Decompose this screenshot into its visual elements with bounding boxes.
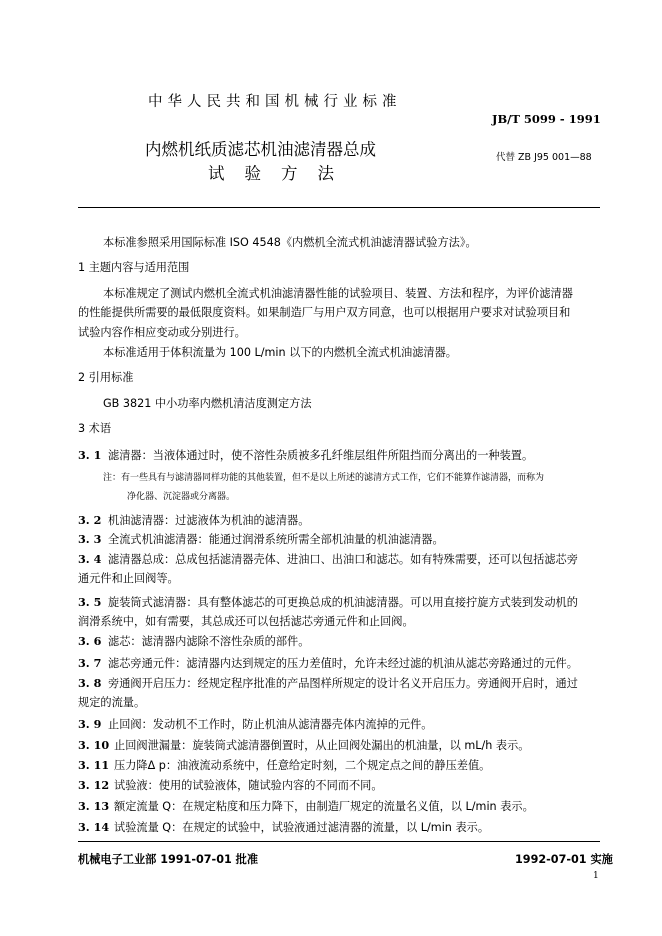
- intro-paragraph: 本标准参照采用国际标准 ISO 4548《内燃机全流式机油滤清器试验方法》。: [103, 236, 477, 249]
- term-3-9: [78, 717, 432, 732]
- term-number: 3. 4: [78, 552, 102, 566]
- term-3-2: [78, 513, 309, 528]
- approval-line: 机械电子工业部 1991-07-01 批准: [78, 853, 259, 866]
- term-3-14: [78, 820, 489, 835]
- term-3-5: [78, 595, 578, 610]
- term-text: 滤清器总成：总成包括滤清器壳体、进油口、出油口和滤芯。如有特殊需要，还可以包括滤芯旁: [108, 553, 578, 566]
- term-3-1: [78, 448, 533, 463]
- term-3-6: [78, 634, 309, 649]
- term-number: 3. 8: [78, 676, 102, 690]
- term-3-8: [78, 676, 578, 691]
- term-text: 止回阀：发动机不工作时，防止机油从滤清器壳体内流掉的元件。: [108, 718, 433, 731]
- term-number: 3. 5: [78, 595, 102, 609]
- term-text: 滤清器：当液体通过时，使不溶性杂质被多孔纤维层组件所阻挡而分离出的一种装置。: [108, 449, 534, 462]
- term-text: 压力降Δ p：油液流动系统中，任意给定时刻，二个规定点之间的静压差值。: [114, 759, 491, 772]
- term-3-7: [78, 656, 578, 671]
- section-1-paragraph-line: 试验内容作相应变动或分别进行。: [78, 326, 246, 339]
- section-1-paragraph-line: 本标准规定了测试内燃机全流式机油滤清器性能的试验项目、装置、方法和程序，为评价滤清器: [103, 287, 573, 300]
- term-3-13: [78, 799, 534, 814]
- industry-standard-title: 中华人民共和国机械行业标准: [148, 94, 402, 110]
- section-1-scope: 本标准适用于体积流量为 100 L/min 以下的内燃机全流式机油滤清器。: [103, 346, 457, 359]
- term-text: 机油滤清器：过滤液体为机油的滤清器。: [108, 514, 310, 527]
- term-3-3: [78, 532, 444, 547]
- term-text: 滤芯旁通元件：滤清器内达到规定的压力差值时，允许未经过滤的机油从滤芯旁路通过的元件。: [108, 657, 578, 670]
- term-number: 3. 13: [78, 799, 110, 813]
- term-3-4: [78, 552, 578, 567]
- term-3-10: [78, 738, 529, 753]
- term-text: 额定流量 Q：在规定粘度和压力降下，由制造厂规定的流量名义值，以 L/min 表示。: [114, 800, 534, 813]
- document-title-line1: 内燃机纸质滤芯机油滤清器总成: [145, 140, 376, 159]
- term-number: 3. 14: [78, 820, 110, 834]
- term-number: 3. 10: [78, 738, 110, 752]
- term-text: 止回阀泄漏量：旋装筒式滤清器倒置时，从止回阀处漏出的机油量，以 mL/h 表示。: [114, 739, 530, 752]
- term-text: 旁通阀开启压力：经规定程序批准的产品图样所规定的设计名义开启压力。旁通阀开启时，通过: [108, 677, 578, 690]
- footer-divider: [78, 841, 600, 842]
- replaces-standard: 代替 ZB J95 001—88: [496, 152, 592, 163]
- term-text: 旋装筒式滤清器：具有整体滤芯的可更换总成的机油滤清器。可以用直接拧旋方式装到发动机的: [108, 596, 578, 609]
- section-1-paragraph-line: 的性能提供所需要的最低限度资料。如果制造厂与用户双方同意，也可以根据用户要求对试验项目和: [78, 306, 571, 319]
- term-number: 3. 2: [78, 513, 102, 527]
- term-number: 3. 7: [78, 656, 102, 670]
- normative-reference: GB 3821 中小功率内燃机清洁度测定方法: [103, 397, 312, 410]
- term-text: 滤芯：滤清器内滤除不溶性杂质的部件。: [108, 635, 310, 648]
- term-text-continuation: 润滑系统中，如有需要，其总成还可以包括滤芯旁通元件和止回阀。: [78, 615, 414, 628]
- term-text: 试验液：使用的试验液体，随试验内容的不同而不同。: [114, 779, 383, 792]
- term-3-12: [78, 778, 383, 793]
- section-2-heading: 2 引用标准: [78, 371, 134, 384]
- term-number: 3. 6: [78, 634, 102, 648]
- term-number: 3. 1: [78, 448, 102, 462]
- term-number: 3. 11: [78, 758, 110, 772]
- section-1-heading: 1 主题内容与适用范围: [78, 261, 190, 274]
- term-number: 3. 3: [78, 532, 102, 546]
- standard-number: JB/T 5099 - 1991: [492, 112, 601, 126]
- header-divider: [78, 207, 600, 208]
- term-note-line: 注：有一些具有与滤清器同样功能的其他装置，但不是以上所述的滤清方式工作，它们不能算作滤清器，而称为: [103, 473, 545, 483]
- term-3-11: [78, 758, 490, 773]
- term-number: 3. 12: [78, 778, 110, 792]
- page-number: 1: [593, 871, 599, 881]
- section-3-heading: 3 术语: [78, 422, 112, 435]
- term-number: 3. 9: [78, 717, 102, 731]
- term-text: 全流式机油滤清器：能通过润滑系统所需全部机油量的机油滤清器。: [108, 533, 444, 546]
- term-text-continuation: 规定的流量。: [78, 696, 146, 709]
- implementation-date: 1992-07-01 实施: [515, 853, 613, 866]
- term-text-continuation: 通元件和止回阀等。: [78, 572, 179, 585]
- term-note-line: 净化器、沉淀器或分离器。: [127, 492, 236, 502]
- document-title-line2: 试验方法: [208, 164, 354, 183]
- term-text: 试验流量 Q：在规定的试验中，试验液通过滤清器的流量，以 L/min 表示。: [114, 821, 490, 834]
